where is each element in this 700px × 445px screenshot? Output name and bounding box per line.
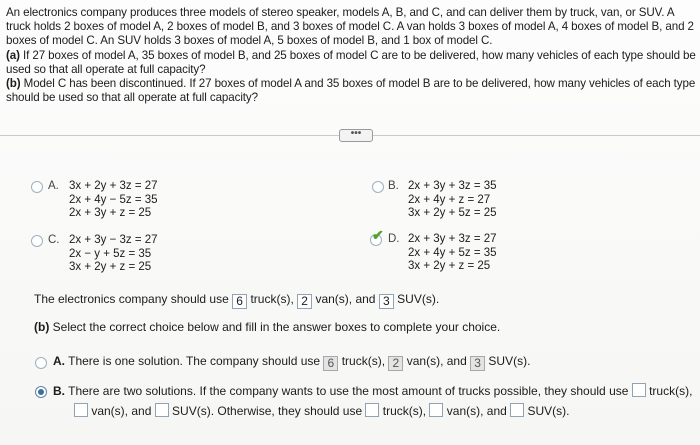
part-b-text: Model C has been discontinued. If 27 boxes of model A and 35 boxes of model B are to be delivered, how many vehicles of each type should be used so that all operate at full capacity? (6, 77, 696, 105)
b-choice-a-text (53, 354, 530, 371)
b-choice-b-line2 (74, 403, 570, 419)
equation: 3x + 2y + 3z = 27 (69, 180, 158, 192)
alt-suvs-input[interactable] (510, 403, 524, 417)
max-trucks-input[interactable] (632, 383, 646, 397)
b-choice-b-sentence: SUV(s). (524, 404, 570, 418)
problem-statement (6, 6, 696, 105)
b-choice-b-letter: B. (53, 384, 65, 398)
equation: 2x + 3y + 3z = 35 (408, 180, 497, 192)
choice-d-equations (408, 233, 497, 274)
part-b-prompt-text: Select the correct choice below and fill in the answer boxes to complete your choice. (49, 320, 501, 334)
choice-c-radio[interactable] (31, 235, 43, 247)
max-vans-input[interactable] (74, 403, 88, 417)
b-choice-a-radio[interactable] (35, 357, 47, 369)
b-choice-b-sentence: van(s), and (88, 404, 155, 418)
b-choice-b-sentence: truck(s), (645, 384, 693, 398)
b-choice-b-sentence: There are two solutions. If the company wants to use the most amount of trucks possible, they should use (68, 384, 632, 398)
b-choice-b-radio[interactable] (35, 386, 47, 398)
b-choice-b-text (53, 383, 692, 399)
vans-answer-box[interactable]: 2 (297, 294, 312, 309)
b-choice-a-sentence: truck(s), (338, 354, 389, 368)
part-a-text: If 27 boxes of model A, 35 boxes of model B, and 25 boxes of model C are to be delivered, how many vehicles of each type should be used so that all operate at full capacity? (6, 48, 696, 76)
b-choice-a-sentence: SUV(s). (485, 354, 531, 368)
choice-b-letter: B. (388, 180, 399, 192)
equation: 3x + 2y + 5z = 25 (408, 207, 497, 219)
part-b-prompt (34, 320, 500, 335)
alt-trucks-input[interactable] (365, 403, 379, 417)
equation: 2x + 4y + 5z = 35 (408, 246, 497, 259)
more-button[interactable]: ••• (339, 129, 373, 142)
part-b-question (6, 77, 696, 105)
b-suvs-box[interactable]: 3 (470, 356, 485, 371)
trucks-answer-box[interactable]: 6 (232, 294, 247, 309)
answer-a-text: The electronics company should use (34, 292, 233, 306)
b-choice-b-sentence: van(s), and (443, 404, 511, 418)
choice-b-radio[interactable] (372, 181, 384, 193)
alt-vans-input[interactable] (429, 403, 443, 417)
b-trucks-box[interactable]: 6 (323, 356, 338, 371)
max-suvs-input[interactable] (155, 403, 169, 417)
equation: 2x + 4y + z = 27 (408, 193, 491, 206)
equation: 3x + 2y + z = 25 (408, 260, 491, 272)
equation: 3x + 2y + z = 25 (69, 261, 152, 273)
part-a-label: (a) (6, 48, 20, 62)
b-choice-a-sentence: van(s), and (403, 354, 471, 368)
choice-a-equations (69, 180, 158, 221)
b-choice-b-sentence: truck(s), (379, 404, 430, 418)
choice-d-letter: D. (388, 233, 400, 245)
problem-intro: An electronics company produces three models of stereo speaker, models A, B, and C, and can deliver them by truck, van, or SUV. A truck holds 2 boxes of model A, 2 boxes of model B, and 3 boxes of model C. A van holds 3 boxes of model A, 4 boxes of model B, and 2 boxes of model C. An SUV holds 3 boxes of model A, 5 boxes of model B, and 1 box of model C. (6, 6, 694, 48)
choice-c-equations (69, 234, 158, 275)
b-choice-b-sentence: SUV(s). Otherwise, they should use (168, 404, 366, 418)
answer-a-text: van(s), and (312, 292, 379, 306)
choice-a-letter: A. (48, 180, 59, 192)
answer-a-sentence (34, 292, 439, 309)
part-b-prompt-label: (b) (34, 320, 50, 334)
suvs-answer-box[interactable]: 3 (379, 294, 394, 309)
choice-c-letter: C. (48, 234, 60, 246)
b-choice-a-sentence: There is one solution. The company should use (68, 354, 324, 368)
b-vans-box[interactable]: 2 (388, 356, 403, 371)
choice-b-equations (408, 180, 497, 221)
check-icon: ✔ (372, 227, 384, 243)
choice-a-radio[interactable] (31, 181, 43, 193)
b-choice-a-letter: A. (53, 354, 65, 368)
part-a-question (6, 49, 696, 77)
equation: 2x + 3y + z = 25 (69, 207, 152, 219)
part-b-label: (b) (6, 77, 21, 91)
equation: 2x + 3y + 3z = 27 (408, 233, 497, 245)
answer-a-text: SUV(s). (393, 292, 440, 306)
equation: 2x + 4y − 5z = 35 (69, 193, 158, 206)
answer-a-text: truck(s), (247, 292, 298, 306)
equation: 2x − y + 5z = 35 (69, 247, 152, 260)
equation: 2x + 3y − 3z = 27 (69, 234, 158, 246)
